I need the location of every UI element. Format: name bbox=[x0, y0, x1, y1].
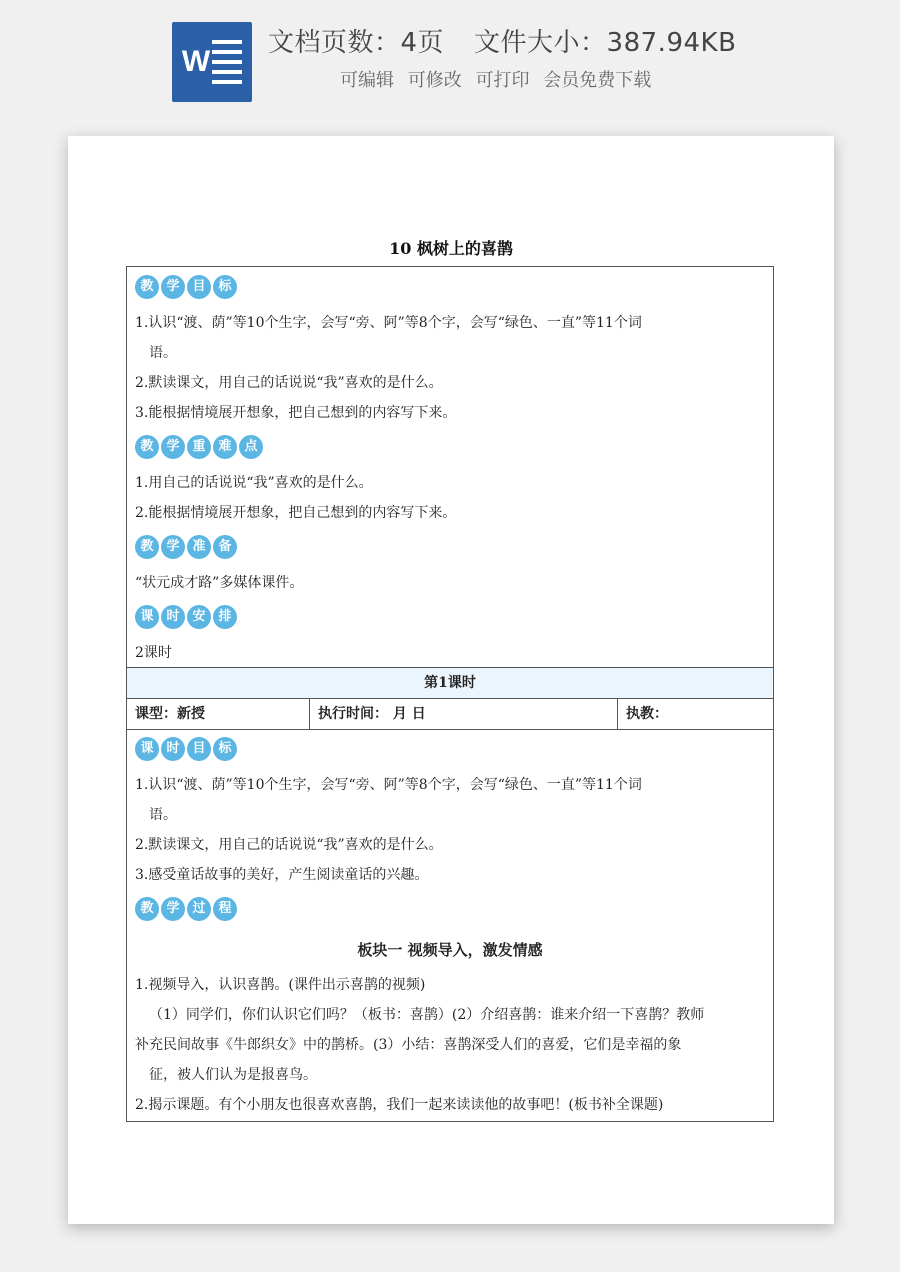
pages-label: 文档页数：4页 bbox=[268, 28, 445, 58]
text-line: 1.用自己的话说说“我”喜欢的是什么。 bbox=[135, 475, 373, 491]
document-lines-icon bbox=[212, 40, 242, 86]
text-line: 征，被人们认为是报喜鸟。 bbox=[149, 1067, 317, 1083]
badge-char: 过 bbox=[187, 897, 211, 921]
lesson-info-row bbox=[127, 699, 773, 730]
feature-modifiable: 可修改 bbox=[407, 70, 462, 91]
execution-time: 执行时间： 月 日 bbox=[309, 699, 618, 729]
lesson-type: 课型：新授 bbox=[135, 706, 205, 722]
feature-list bbox=[340, 66, 659, 92]
badge-char: 重 bbox=[187, 435, 211, 459]
text-line: 1.视频导入，认识喜鹊。(课件出示喜鹊的视频) bbox=[135, 977, 426, 993]
badge-char: 备 bbox=[213, 535, 237, 559]
teacher: 执教： bbox=[617, 699, 766, 729]
badge-char: 排 bbox=[213, 605, 237, 629]
badge-char: 教 bbox=[135, 275, 159, 299]
badge-char: 时 bbox=[161, 605, 185, 629]
process-heading bbox=[135, 897, 237, 923]
text-line: 2.能根据情境展开想象，把自己想到的内容写下来。 bbox=[135, 505, 457, 521]
text-line: 2.默读课文，用自己的话说说“我”喜欢的是什么。 bbox=[135, 837, 443, 853]
schedule-heading bbox=[135, 605, 237, 631]
badge-char: 时 bbox=[161, 737, 185, 761]
text-line: 3.能根据情境展开想象，把自己想到的内容写下来。 bbox=[135, 405, 457, 421]
text-line: 补充民间故事《牛郎织女》中的鹊桥。(3）小结：喜鹊深受人们的喜爱，它们是幸福的象 bbox=[135, 1037, 682, 1053]
text-line: （1）同学们，你们认识它们吗？（板书：喜鹊）(2）介绍喜鹊：谁来介绍一下喜鹊？教师 bbox=[149, 1007, 705, 1023]
badge-char: 标 bbox=[213, 275, 237, 299]
badge-char: 教 bbox=[135, 435, 159, 459]
text-line: 2.默读课文，用自己的话说说“我”喜欢的是什么。 bbox=[135, 375, 443, 391]
document-page bbox=[68, 136, 834, 1224]
text-line: 语。 bbox=[149, 807, 177, 823]
block-title: 板块一 视频导入，激发情感 bbox=[357, 941, 543, 959]
lesson-goals-heading bbox=[135, 737, 237, 763]
badge-char: 课 bbox=[135, 737, 159, 761]
doc-info-header bbox=[0, 0, 900, 130]
page-title: 10 枫树上的喜鹊 bbox=[389, 239, 513, 258]
badge-char: 学 bbox=[161, 435, 185, 459]
preparation-heading bbox=[135, 535, 237, 561]
badge-char: 教 bbox=[135, 535, 159, 559]
text-line: 1.认识“渡、荫”等10个生字，会写“旁、阿”等8个字，会写“绿色、一直”等11个词 bbox=[135, 315, 642, 331]
badge-char: 学 bbox=[161, 275, 185, 299]
badge-char: 学 bbox=[161, 535, 185, 559]
word-icon bbox=[172, 22, 252, 102]
text-line: 3.感受童话故事的美好，产生阅读童话的兴趣。 bbox=[135, 867, 429, 883]
size-label: 文件大小：387.94KB bbox=[474, 28, 737, 58]
goals-heading bbox=[135, 275, 237, 301]
badge-char: 教 bbox=[135, 897, 159, 921]
badge-char: 目 bbox=[187, 275, 211, 299]
text-line: “状元成才路”多媒体课件。 bbox=[135, 575, 304, 591]
key-points-heading bbox=[135, 435, 263, 461]
badge-char: 课 bbox=[135, 605, 159, 629]
text-line: 1.认识“渡、荫”等10个生字，会写“旁、阿”等8个字，会写“绿色、一直”等11个词 bbox=[135, 777, 642, 793]
badge-char: 准 bbox=[187, 535, 211, 559]
badge-char: 程 bbox=[213, 897, 237, 921]
doc-meta-title bbox=[268, 22, 736, 59]
text-line: 语。 bbox=[149, 345, 177, 361]
badge-char: 标 bbox=[213, 737, 237, 761]
badge-char: 难 bbox=[213, 435, 237, 459]
lesson-plan-table bbox=[126, 266, 774, 1122]
word-letter: W bbox=[181, 45, 211, 78]
text-line: 2课时 bbox=[135, 645, 172, 661]
badge-char: 学 bbox=[161, 897, 185, 921]
feature-printable: 可打印 bbox=[475, 70, 530, 91]
badge-char: 点 bbox=[239, 435, 263, 459]
lesson-title-bar: 第1课时 bbox=[127, 667, 773, 699]
feature-member-download: 会员免费下载 bbox=[543, 70, 652, 91]
feature-editable: 可编辑 bbox=[340, 70, 394, 91]
badge-char: 目 bbox=[187, 737, 211, 761]
text-line: 2.揭示课题。有个小朋友也很喜欢喜鹊，我们一起来读读他的故事吧！(板书补全课题) bbox=[135, 1097, 664, 1113]
badge-char: 安 bbox=[187, 605, 211, 629]
